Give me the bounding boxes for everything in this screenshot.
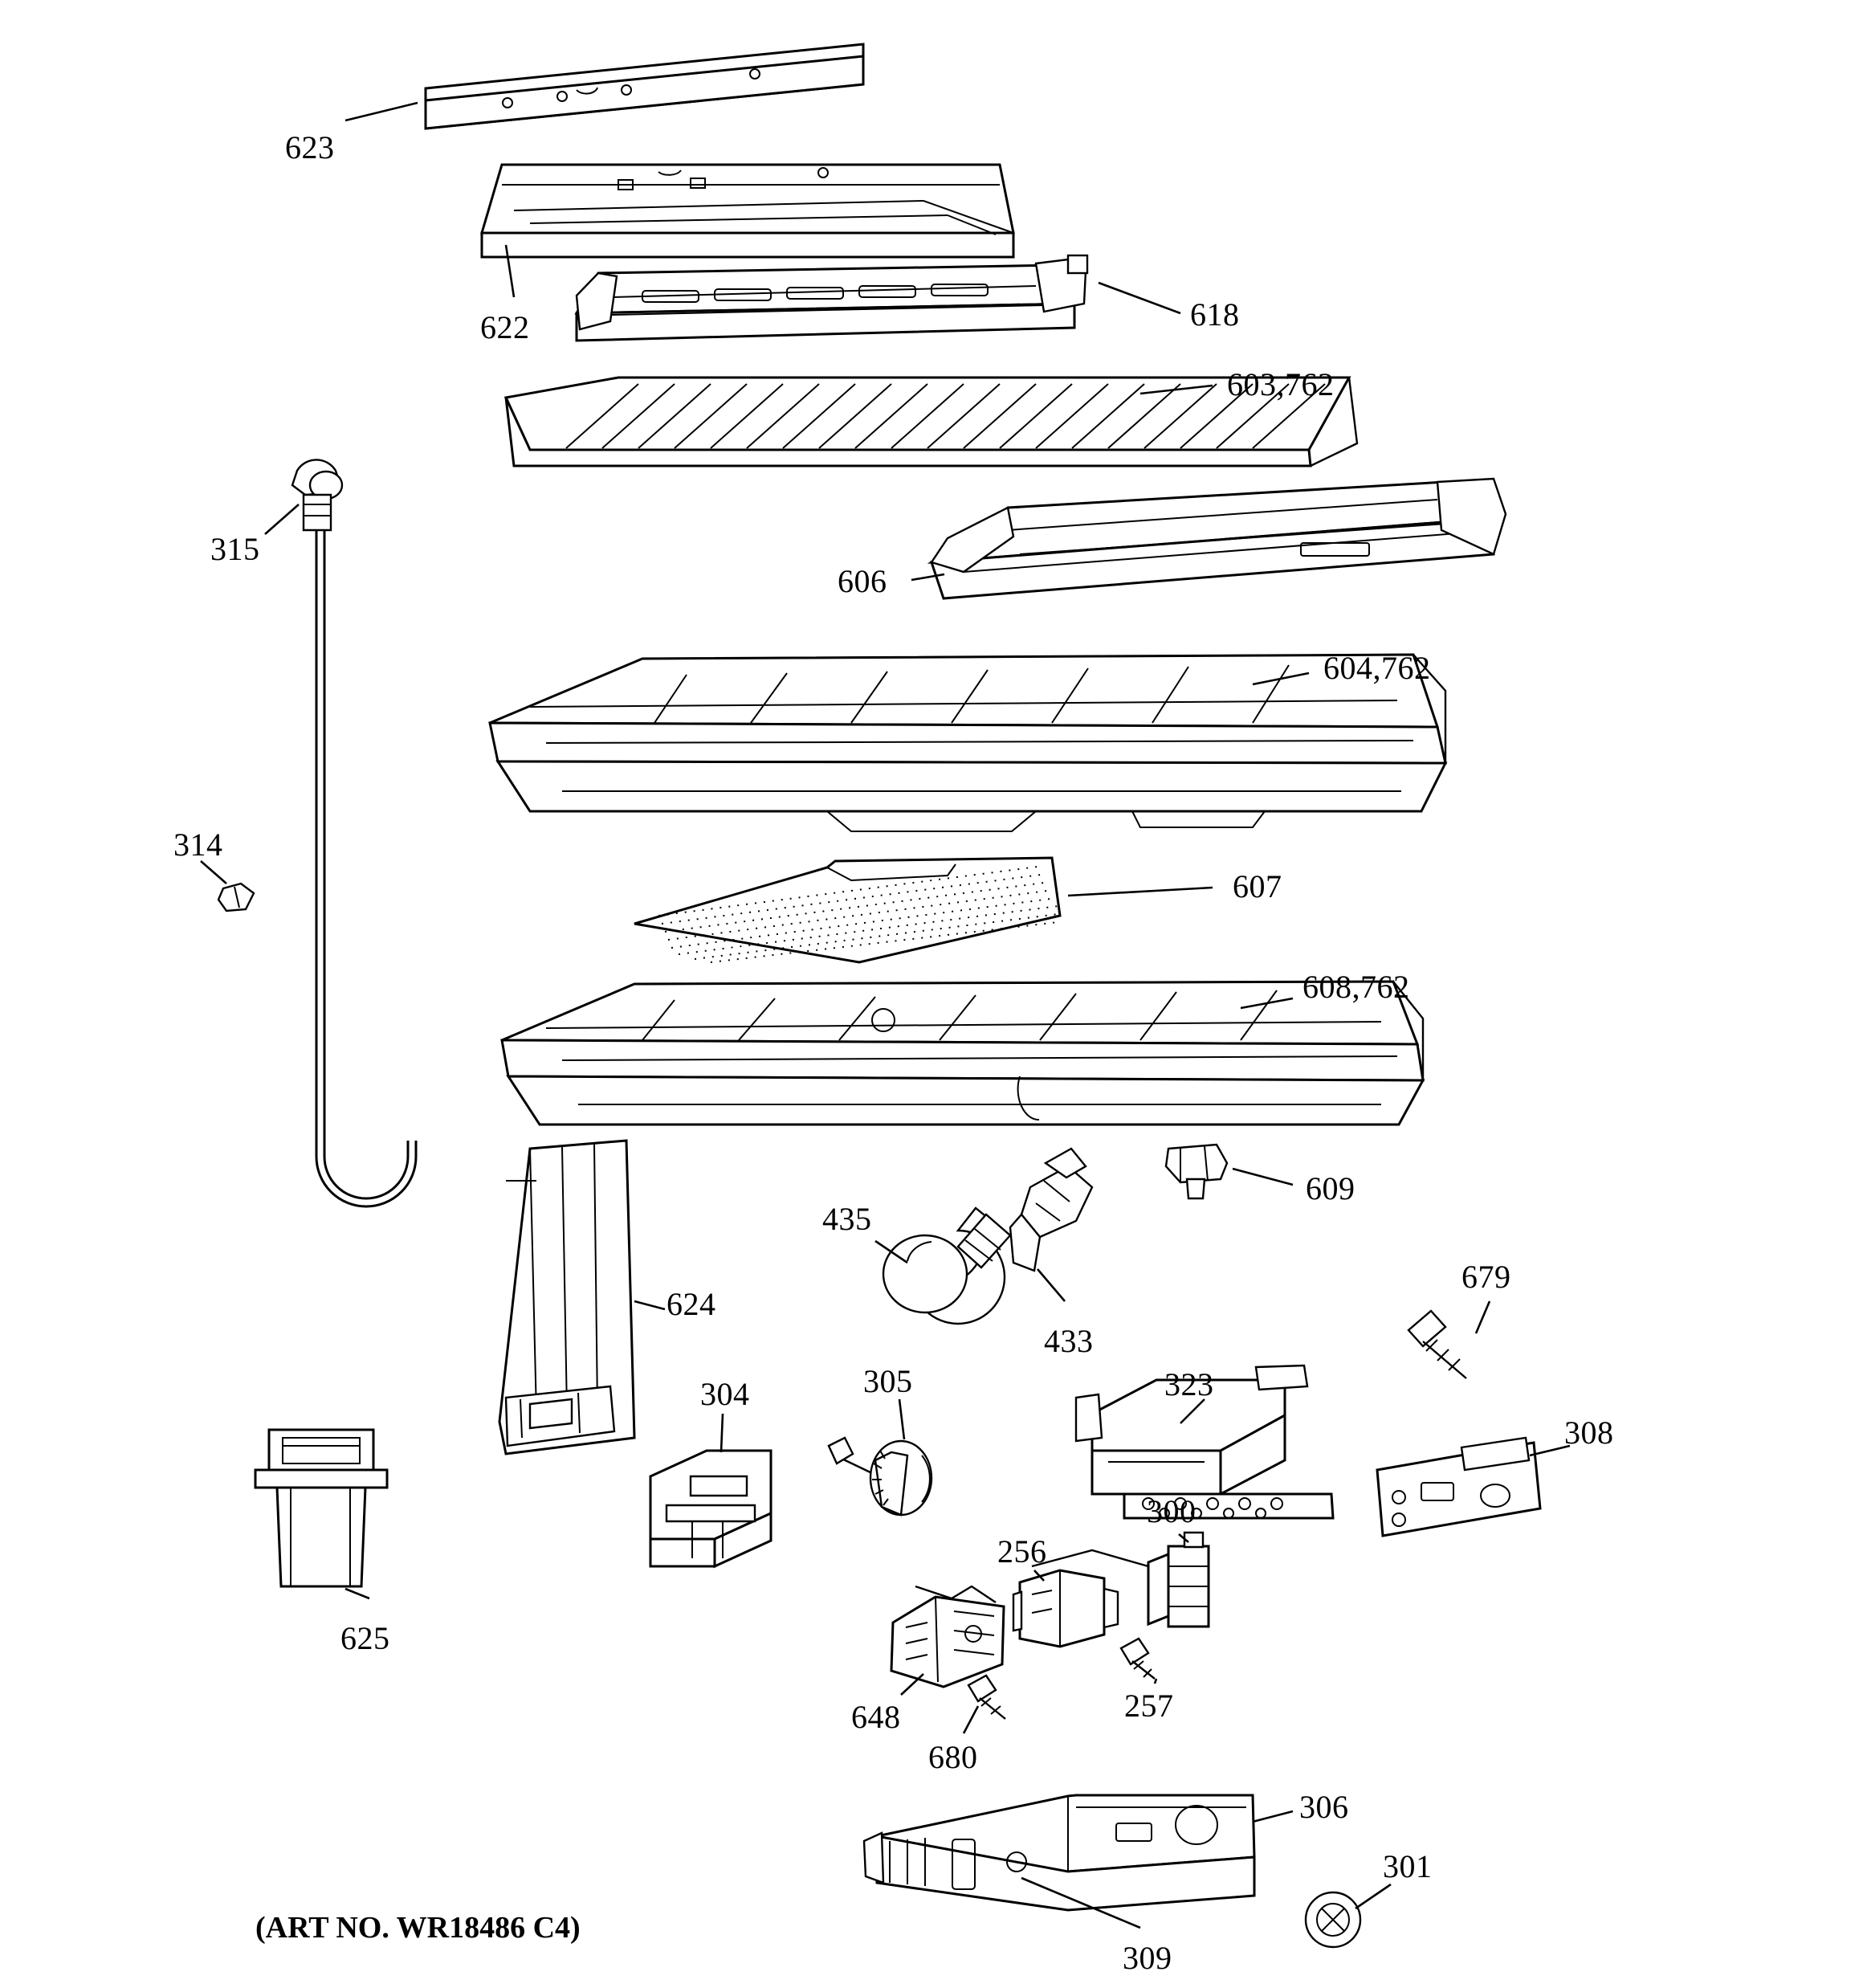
- callout-323: 323: [1164, 1366, 1214, 1402]
- callout-257: 257: [1124, 1688, 1174, 1724]
- callout-256: 256: [997, 1533, 1047, 1570]
- art-number-label: (ART NO. WR18486 C4): [255, 1911, 581, 1945]
- callout-623: 623: [285, 129, 335, 165]
- callout-624: 624: [667, 1286, 716, 1322]
- callout-648: 648: [851, 1699, 901, 1735]
- part-609-clip: [1166, 1145, 1227, 1198]
- callout-679: 679: [1461, 1259, 1511, 1295]
- callout-435: 435: [822, 1201, 872, 1237]
- part-315-water-line: [292, 459, 416, 1206]
- part-256-relay: [1013, 1570, 1118, 1647]
- part-308-bracket: [1377, 1438, 1540, 1536]
- callout-609: 609: [1306, 1170, 1355, 1206]
- callout-606: 606: [838, 563, 887, 599]
- part-623-trim-strip: [426, 44, 863, 129]
- part-435-bulb: [883, 1208, 1010, 1324]
- part-622-cover: [482, 165, 1013, 257]
- callout-308: 308: [1564, 1414, 1614, 1451]
- part-624-duct: [499, 1141, 634, 1454]
- callout-309: 309: [1123, 1940, 1172, 1976]
- callout-618: 618: [1190, 296, 1240, 333]
- callout-315: 315: [210, 531, 260, 567]
- part-625-housing: [255, 1430, 387, 1586]
- part-608-shelf: [502, 982, 1423, 1125]
- callout-300: 300: [1147, 1493, 1196, 1529]
- callout-603-762: 603,762: [1227, 366, 1335, 402]
- callout-301: 301: [1383, 1848, 1433, 1884]
- part-604-shelf: [490, 655, 1445, 831]
- part-607-pad: [634, 858, 1060, 962]
- callout-433: 433: [1044, 1323, 1094, 1359]
- callout-622: 622: [480, 309, 530, 345]
- part-305-thermostat: [829, 1438, 932, 1515]
- part-314-fitting: [218, 884, 254, 911]
- callout-604-762: 604,762: [1323, 650, 1431, 686]
- callout-680: 680: [928, 1739, 978, 1775]
- callout-304: 304: [700, 1376, 750, 1412]
- callout-314: 314: [173, 827, 223, 863]
- part-679-screw: [1408, 1311, 1466, 1378]
- callout-608-762: 608,762: [1302, 969, 1410, 1005]
- part-433-socket: [1010, 1149, 1092, 1271]
- part-648-damper: [891, 1586, 1004, 1687]
- callout-306: 306: [1299, 1789, 1349, 1825]
- part-257-screw: [1121, 1639, 1155, 1679]
- callout-625: 625: [340, 1620, 390, 1656]
- part-304-terminal: [650, 1451, 771, 1566]
- part-301-cap: [1306, 1892, 1360, 1947]
- callout-607: 607: [1233, 868, 1282, 904]
- callout-305: 305: [863, 1363, 913, 1399]
- part-606-rail-front: [932, 479, 1506, 598]
- part-618-rail: [577, 255, 1087, 341]
